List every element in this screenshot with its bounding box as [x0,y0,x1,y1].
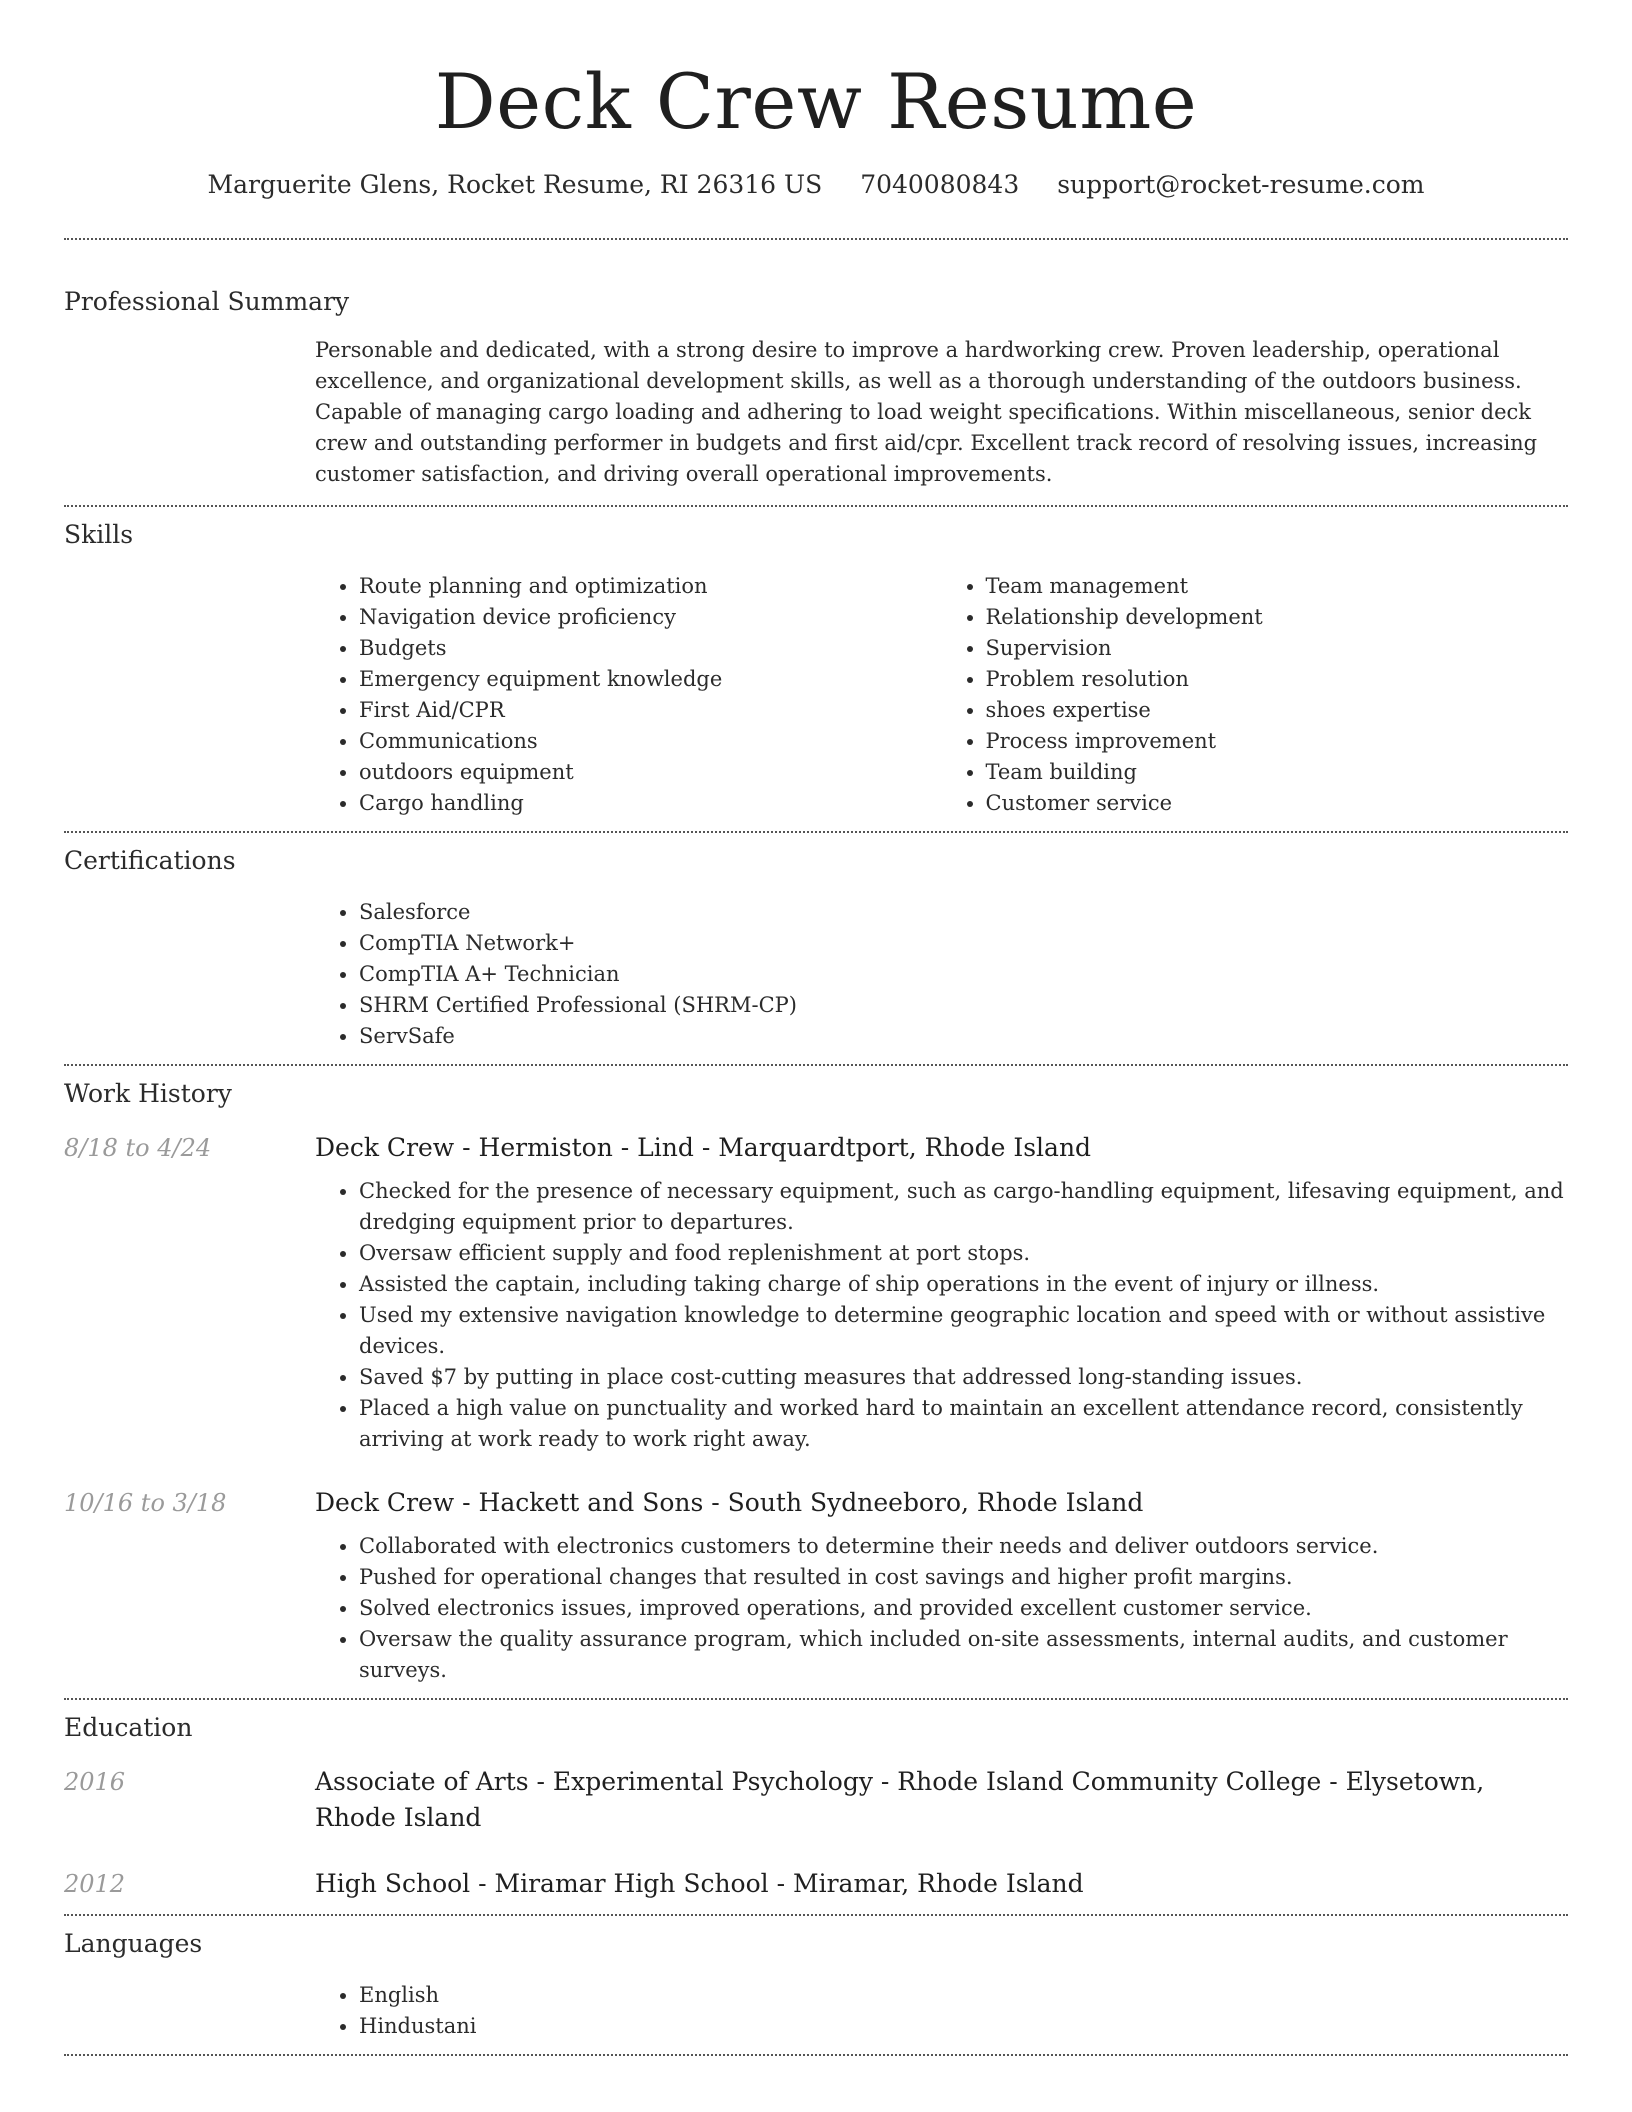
job-details [315,1531,1568,1686]
list-item: • Problem resolution [986,664,1569,695]
list-item: • CompTIA A+ Technician [359,959,1568,990]
contact-phone: 7040080843 [860,170,1020,199]
section-heading: Professional Summary [64,287,350,316]
job-bullets [315,1176,1568,1455]
certifications-content [315,897,1568,1052]
list-item: • Collaborated with electronics customers to determine their needs and deliver outdoors service. [359,1531,1568,1562]
list-item: • Assisted the captain, including taking charge of ship operations in the event of injury or illness. [359,1269,1568,1300]
list-item: • Cargo handling [359,788,942,819]
job-dates: 8/18 to 4/24 [64,1134,212,1162]
certifications-section [64,833,1568,1062]
languages-section [64,1916,1568,2052]
certifications-list [315,897,1568,1052]
section-heading: Certifications [64,846,236,875]
list-item: • Checked for the presence of necessary equipment, such as cargo-handling equipment, lifesaving equipment, and dredging equipment prior to departures. [359,1176,1568,1238]
list-item: • First Aid/CPR [359,695,942,726]
list-item: • shoes expertise [986,695,1569,726]
list-item: • Emergency equipment knowledge [359,664,942,695]
languages-list [315,1980,1568,2042]
list-item: • English [359,1980,1568,2011]
skills-section [64,507,1568,829]
list-item: • Supervision [986,633,1569,664]
list-item: • Communications [359,726,942,757]
job-entry [64,1130,1568,1166]
list-item: • Placed a high value on punctuality and worked hard to maintain an excellent attendance record, consistently arriving at work ready to work right away. [359,1393,1568,1455]
languages-content [315,1980,1568,2042]
education-entry [64,1764,1568,1836]
contact-address: Marguerite Glens, Rocket Resume, RI 26316 US [207,170,823,199]
skills-columns [315,571,1568,819]
job-bullets [315,1531,1568,1686]
skills-list-left [315,571,942,819]
contact-email: support@rocket-resume.com [1057,170,1425,199]
list-item: • Pushed for operational changes that resulted in cost savings and higher profit margins. [359,1562,1568,1593]
job-title: Deck Crew - Hackett and Sons - South Sydneeboro, Rhode Island [315,1488,1144,1517]
skills-list-right [942,571,1569,819]
list-item: • Oversaw the quality assurance program, which included on-site assessments, internal audits, and customer surveys. [359,1624,1568,1686]
list-item: • Customer service [986,788,1569,819]
list-item: • Team management [986,571,1569,602]
list-item: • Navigation device proficiency [359,602,942,633]
education-year: 2012 [64,1870,126,1898]
summary-section [64,240,1568,500]
work-history-section [64,1066,1568,1696]
section-heading: Languages [64,1929,203,1958]
contact-line [64,168,1568,202]
list-item: • Saved $7 by putting in place cost-cutting measures that addressed long-standing issues. [359,1362,1568,1393]
education-detail: High School - Miramar High School - Miramar, Rhode Island [315,1869,1084,1898]
list-item: • Route planning and optimization [359,571,942,602]
list-item: • ServSafe [359,1021,1568,1052]
education-section [64,1700,1568,1912]
list-item: • Solved electronics issues, improved operations, and provided excellent customer service. [359,1593,1568,1624]
education-year: 2016 [64,1768,126,1796]
page-title: Deck Crew Resume [434,57,1198,146]
job-title: Deck Crew - Hermiston - Lind - Marquardtport, Rhode Island [315,1133,1092,1162]
job-details [315,1176,1568,1455]
education-entry [64,1866,1568,1902]
list-item: • outdoors equipment [359,757,942,788]
list-item: • Salesforce [359,897,1568,928]
list-item: • Team building [986,757,1569,788]
job-dates: 10/16 to 3/18 [64,1489,227,1517]
list-item: • Oversaw efficient supply and food replenishment at port stops. [359,1238,1568,1269]
list-item: • Relationship development [986,602,1569,633]
summary-text: Personable and dedicated, with a strong desire to improve a hardworking crew. Proven leadership, operational excellence, and organizational development skills, as well as a thorough understanding of the outdoors business. Capable of managing cargo loading and adhering to load weight specifications. Within miscellaneous, senior deck crew and outstanding performer in budgets and first aid/cpr. Excellent track record of resolving issues, increasing customer satisfaction, and driving overall operational improvements. [315,338,1538,486]
divider [64,2054,1568,2056]
job-entry [64,1485,1568,1521]
list-item: • CompTIA Network+ [359,928,1568,959]
resume-page [64,0,1568,2056]
list-item: • Budgets [359,633,942,664]
list-item: • Hindustani [359,2011,1568,2042]
section-heading: Education [64,1713,193,1742]
list-item: • SHRM Certified Professional (SHRM-CP) [359,990,1568,1021]
education-detail: Associate of Arts - Experimental Psychology - Rhode Island Community College - Elysetown, Rhode Island [315,1767,1485,1832]
list-item: • Process improvement [986,726,1569,757]
section-heading: Work History [64,1079,232,1108]
section-heading: Skills [64,520,134,549]
list-item: • Used my extensive navigation knowledge to determine geographic location and speed with or without assistive devices. [359,1300,1568,1362]
